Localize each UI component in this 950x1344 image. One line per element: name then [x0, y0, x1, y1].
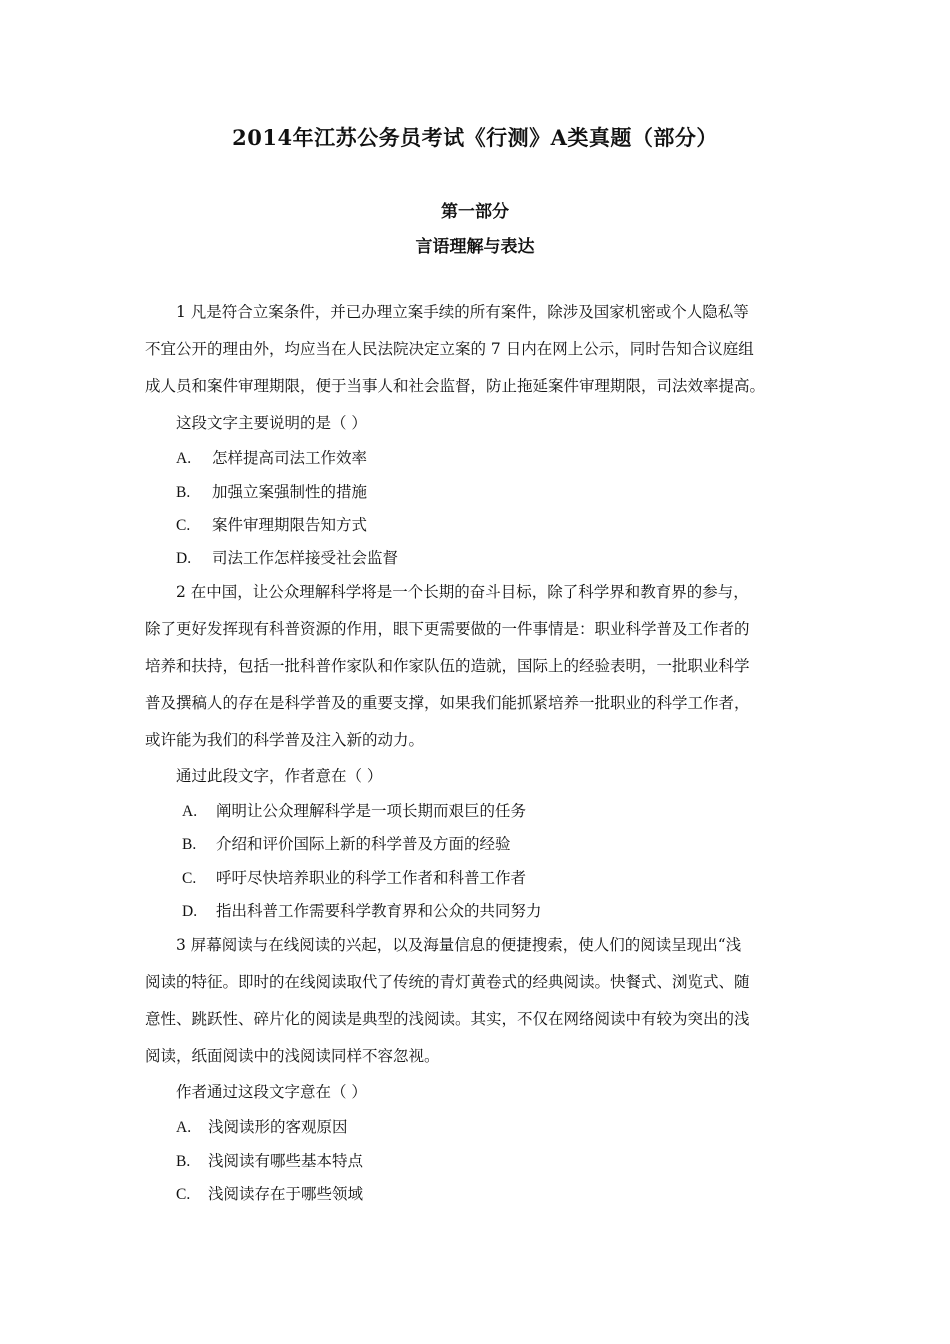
q2-option-b: [182, 834, 511, 855]
option-text: 浅阅读有哪些基本特点: [208, 1152, 364, 1170]
option-text: 阐明让公众理解科学是一项长期而艰巨的任务: [216, 802, 527, 820]
part-heading: 第一部分: [441, 202, 509, 222]
option-label: B.: [176, 484, 191, 501]
q2-paragraph-line: 或许能为我们的科学普及注入新的动力。: [145, 731, 425, 749]
option-label: D.: [182, 903, 198, 920]
q1-option-c: [176, 515, 367, 536]
q1-paragraph-line: 成人员和案件审理期限，便于当事人和社会监督，防止拖延案件审理期限，司法效率提高。: [145, 377, 766, 395]
q3-paragraph-line: 阅读，纸面阅读中的浅阅读同样不容忽视。: [145, 1047, 440, 1065]
q1-paragraph-line: 1 凡是符合立案条件，并已办理立案手续的所有案件，除涉及国家机密或个人隐私等: [176, 303, 749, 321]
option-label: B.: [182, 836, 197, 853]
q1-stem: 这段文字主要说明的是（ ）: [176, 414, 367, 432]
q1-option-d: [176, 548, 398, 569]
option-label: A.: [182, 803, 198, 820]
option-text: 浅阅读存在于哪些领域: [208, 1185, 364, 1203]
option-label: B.: [176, 1153, 191, 1170]
q1-option-b: [176, 482, 367, 503]
q3-option-a: [176, 1117, 348, 1138]
q1-option-a: [176, 448, 367, 469]
option-text: 呼吁尽快培养职业的科学工作者和科普工作者: [216, 869, 527, 887]
section-heading: 言语理解与表达: [415, 237, 535, 257]
q3-paragraph-line: 阅读的特征。即时的在线阅读取代了传统的青灯黄卷式的经典阅读。快餐式、浏览式、随: [145, 973, 750, 991]
document-title: 2014年江苏公务员考试《行测》A类真题（部分）: [232, 125, 718, 150]
option-text: 案件审理期限告知方式: [212, 516, 368, 534]
option-label: A.: [176, 1119, 192, 1136]
option-text: 介绍和评价国际上新的科学普及方面的经验: [216, 835, 511, 853]
q2-option-d: [182, 901, 542, 922]
q3-paragraph-line: 3 屏幕阅读与在线阅读的兴起，以及海量信息的便捷搜索，使人们的阅读呈现出“浅: [176, 936, 742, 954]
option-text: 浅阅读形的客观原因: [208, 1118, 348, 1136]
q3-paragraph-line: 意性、跳跃性、碎片化的阅读是典型的浅阅读。其实，不仅在网络阅读中有较为突出的浅: [145, 1010, 750, 1028]
q2-paragraph-line: 除了更好发挥现有科普资源的作用，眼下更需要做的一件事情是：职业科学普及工作者的: [145, 620, 750, 638]
q3-stem: 作者通过这段文字意在（ ）: [176, 1083, 367, 1101]
q3-option-b: [176, 1151, 363, 1172]
q2-paragraph-line: 普及撰稿人的存在是科学普及的重要支撑，如果我们能抓紧培养一批职业的科学工作者，: [145, 694, 750, 712]
option-text: 加强立案强制性的措施: [212, 483, 368, 501]
option-text: 指出科普工作需要科学教育界和公众的共同努力: [216, 902, 542, 920]
option-label: C.: [176, 517, 191, 534]
option-label: D.: [176, 550, 192, 567]
option-label: A.: [176, 450, 192, 467]
q1-paragraph-line: 不宜公开的理由外，均应当在人民法院决定立案的 7 日内在网上公示，同时告知合议庭组: [145, 340, 754, 358]
q2-stem: 通过此段文字，作者意在（ ）: [176, 767, 383, 785]
q3-option-c: [176, 1184, 363, 1205]
option-label: C.: [176, 1186, 191, 1203]
q2-paragraph-line: 培养和扶持，包括一批科普作家队和作家队伍的造就，国际上的经验表明，一批职业科学: [145, 657, 750, 675]
option-text: 怎样提高司法工作效率: [212, 449, 368, 467]
option-text: 司法工作怎样接受社会监督: [212, 549, 399, 567]
q2-option-c: [182, 868, 526, 889]
q2-option-a: [182, 801, 526, 822]
option-label: C.: [182, 870, 197, 887]
q2-paragraph-line: 2 在中国，让公众理解科学将是一个长期的奋斗目标，除了科学界和教育界的参与，: [176, 583, 749, 601]
